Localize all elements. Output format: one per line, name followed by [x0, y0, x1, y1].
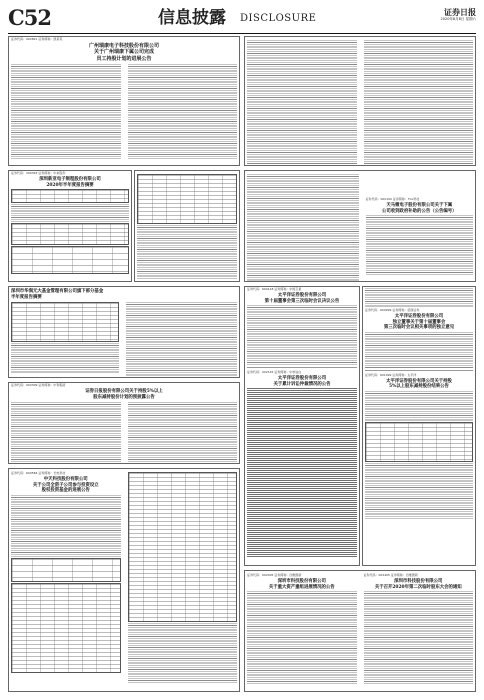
announcement-title: 太平洋证券股份有限公司关于持股 5%以上股东减持股份结果公告	[386, 378, 452, 390]
announcement-body	[11, 495, 121, 557]
announcement-title: 太平洋证券股份有限公司 第十届董事会第三次临时会议决议公告	[264, 293, 340, 304]
announcement-body	[128, 64, 238, 159]
announcement-title: 天马微电子股份有限公司关于下属 公司收到政府补助的公告（公告编号）	[381, 203, 457, 214]
announcement-title: 广州瑞康电子科技股份有限公司 关于广州瑞康下属公司完成 员工持股计划的进展公告	[88, 43, 159, 62]
announcement-title: 中天科技股份有限公司 关于公司全资子公司参与投资设立 股权投资基金的进展公告	[32, 477, 99, 494]
data-table	[11, 558, 121, 582]
issue-date: 2020年8月8日 星期六	[440, 17, 476, 21]
announcement-block	[8, 286, 240, 378]
divider	[365, 370, 473, 371]
announcement-block	[8, 170, 132, 282]
stock-code-line: 证券代码：000100 证券简称：TCL科技	[365, 197, 420, 201]
page-header	[8, 6, 476, 32]
announcement-body	[128, 623, 238, 683]
announcement-title: 太平洋证券股份有限公司 独立董事关于第十届董事会 第三次临时会议相关事项的独立意见	[383, 314, 455, 331]
divider	[247, 367, 357, 368]
stock-code-line: 证券代码：002405 证券简称：四维图新	[247, 573, 302, 577]
announcement-title: 深圳新亚电子制程股份有限公司 2020年半年度报告摘要	[39, 177, 101, 188]
announcement-body	[137, 225, 237, 280]
data-table	[11, 246, 129, 274]
header-rule	[8, 33, 476, 34]
announcement-body	[11, 204, 129, 222]
announcement-body	[247, 388, 357, 558]
announcement-body	[11, 402, 121, 464]
announcement-body	[247, 591, 357, 685]
stock-code-line: 证券代码：002309 证券简称：中利集团	[11, 383, 66, 387]
announcement-block	[244, 570, 476, 692]
data-table	[137, 174, 237, 224]
announcement-block	[8, 382, 240, 464]
announcement-body	[364, 40, 474, 166]
stock-code-line: 证券代码：002405 证券简称：四维图新	[363, 573, 418, 577]
page-number: C52	[8, 5, 51, 30]
announcement-block	[362, 286, 476, 566]
announcement-body	[247, 174, 359, 282]
announcement-body	[365, 332, 473, 368]
announcement-block	[8, 36, 240, 166]
announcement-title: 证券日报股份有限公司关于持股5%以上 股东减持股份计划的预披露公告	[85, 389, 163, 400]
data-table	[11, 302, 119, 342]
announcement-body	[11, 343, 119, 373]
announcement-block	[134, 170, 240, 282]
stock-code-line: 证券代码：002145 证券简称：中核钛白	[247, 370, 302, 375]
announcement-body	[128, 402, 238, 464]
announcement-body	[11, 64, 121, 159]
announcement-body	[366, 215, 474, 275]
announcement-title: 深圳市华润元大基金管理有限公司旗下部分基金 半年度报告摘要	[11, 289, 104, 300]
stock-code-line: 证券代码：002821 证券简称：凯莱英	[11, 37, 63, 41]
data-table	[128, 472, 238, 622]
announcement-body	[365, 391, 473, 421]
header-meta	[356, 8, 476, 22]
stock-code-line: 证券代码：600584 证券简称：长电科技	[11, 471, 66, 475]
announcement-body	[365, 463, 473, 519]
stock-code-line: 证券代码：600999 证券简称：招商证券	[365, 308, 420, 312]
announcement-block	[244, 170, 476, 282]
announcement-title: 深圳市科技股份有限公司 关于召开2020年第二次临时股东大会的通知	[374, 579, 462, 590]
announcement-title: 太平洋证券股份有限公司 关于累计诉讼仲裁情况的公告	[273, 376, 331, 387]
announcement-block	[8, 468, 240, 692]
announcement-body	[126, 302, 238, 378]
data-table	[365, 422, 473, 462]
stock-code-line: 证券代码：300393 证券简称：中来股份	[11, 171, 66, 175]
data-table	[11, 223, 129, 245]
announcement-body	[365, 288, 473, 308]
announcement-body	[364, 591, 474, 685]
announcement-block	[244, 286, 360, 566]
announcement-body	[247, 40, 357, 166]
data-table	[11, 583, 121, 673]
newspaper-name: 证券日报	[444, 7, 476, 17]
announcement-block	[244, 36, 476, 166]
section-title: 信息披露	[158, 8, 226, 28]
announcement-title: 深圳市科技股份有限公司 关于重大资产重组进展情况的公告	[268, 579, 335, 590]
announcement-body	[247, 305, 357, 365]
section-title-en: DISCLOSURE	[240, 13, 317, 24]
stock-code-line: 证券代码：601099 证券简称：太平洋	[365, 372, 417, 377]
data-table	[11, 189, 129, 203]
stock-code-line: 证券代码：600118 证券简称：中国卫星	[247, 287, 302, 291]
